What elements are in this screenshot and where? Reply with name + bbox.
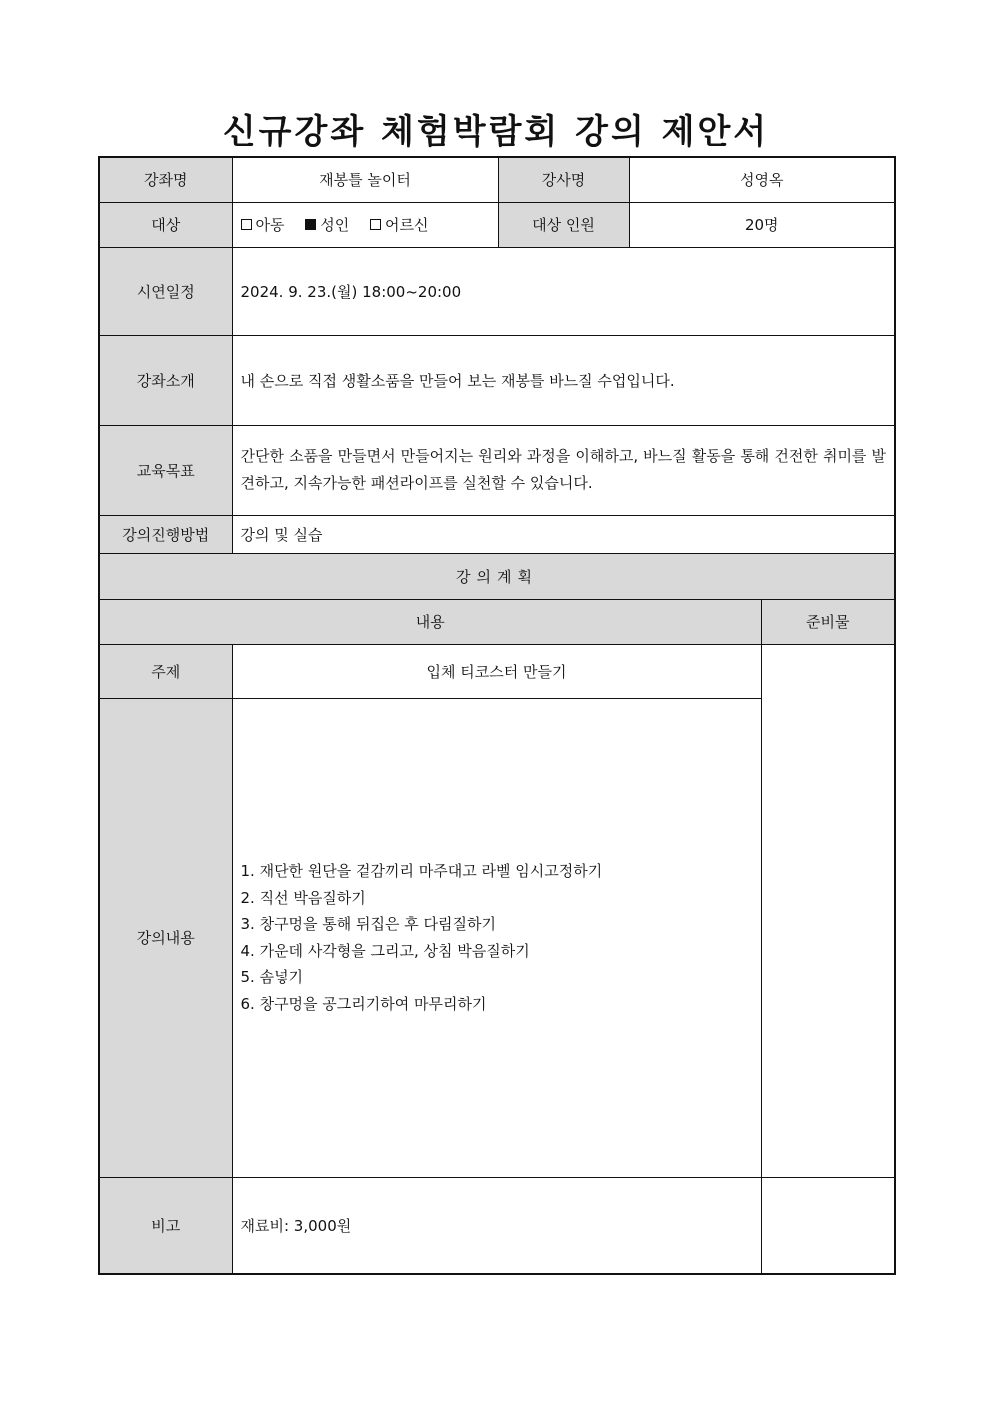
schedule-label: 시연일정	[99, 247, 232, 335]
topic-value: 입체 티코스터 만들기	[232, 644, 761, 698]
target-label: 대상	[99, 202, 232, 247]
lecture-label: 강의내용	[99, 698, 232, 1177]
target-options	[232, 202, 498, 247]
row-topic	[99, 644, 895, 698]
target-option-adult[interactable]	[305, 216, 349, 234]
row-target	[99, 202, 895, 247]
goal-label: 교육목표	[99, 425, 232, 515]
materials-header: 준비물	[761, 599, 895, 644]
note-value: 재료비: 3,000원	[232, 1177, 761, 1274]
lecture-steps-list	[241, 858, 753, 1017]
target-option-label: 아동	[255, 216, 285, 234]
goal-value: 간단한 소품을 만들면서 만들어지는 원리와 과정을 이해하고, 바느질 활동을 통해 건전한 취미를 발견하고, 지속가능한 패션라이프를 실천할 수 있습니다.	[232, 425, 895, 515]
materials-cell	[761, 644, 895, 1177]
checkbox-icon	[370, 219, 381, 230]
row-note	[99, 1177, 895, 1274]
instructor-label: 강사명	[498, 157, 629, 202]
lecture-content	[232, 698, 761, 1177]
target-option-senior[interactable]	[370, 216, 428, 234]
checkbox-icon	[241, 219, 252, 230]
document-title: 신규강좌 체험박람회 강의 제안서	[222, 112, 770, 152]
note-materials-cell	[761, 1177, 895, 1274]
intro-value: 내 손으로 직접 생활소품을 만들어 보는 재봉틀 바느질 수업입니다.	[232, 335, 895, 425]
topic-label: 주제	[99, 644, 232, 698]
content-header: 내용	[99, 599, 761, 644]
target-option-label: 성인	[320, 216, 350, 234]
list-item: 5. 솜넣기	[240, 968, 304, 986]
row-course-name	[99, 157, 895, 202]
capacity-label: 대상 인원	[498, 202, 629, 247]
note-label: 비고	[99, 1177, 232, 1274]
capacity-value: 20명	[629, 202, 895, 247]
row-method	[99, 515, 895, 553]
row-goal	[99, 425, 895, 515]
row-intro	[99, 335, 895, 425]
instructor-value: 성영옥	[629, 157, 895, 202]
row-content-header	[99, 599, 895, 644]
course-name-label: 강좌명	[99, 157, 232, 202]
row-plan-header	[99, 553, 895, 599]
target-option-child[interactable]	[241, 216, 285, 234]
target-option-label: 어르신	[385, 216, 429, 234]
list-item: 6. 창구멍을 공그리기하여 마무리하기	[240, 994, 487, 1013]
method-label: 강의진행방법	[99, 515, 232, 553]
method-value: 강의 및 실습	[232, 515, 895, 553]
schedule-value: 2024. 9. 23.(월) 18:00~20:00	[232, 247, 895, 335]
list-item: 3. 창구멍을 통해 뒤집은 후 다림질하기	[240, 915, 497, 933]
list-item: 4. 가운데 사각형을 그리고, 상침 박음질하기	[240, 941, 530, 960]
course-name-value: 재봉틀 놀이터	[232, 157, 498, 202]
intro-label: 강좌소개	[99, 335, 232, 425]
list-item: 1. 재단한 원단을 겉감끼리 마주대고 라벨 임시고정하기	[240, 862, 603, 880]
proposal-form-table	[98, 156, 896, 1275]
row-schedule	[99, 247, 895, 335]
plan-header: 강의계획	[99, 553, 895, 599]
list-item: 2. 직선 박음질하기	[240, 888, 366, 907]
checkbox-checked-icon	[305, 219, 316, 230]
